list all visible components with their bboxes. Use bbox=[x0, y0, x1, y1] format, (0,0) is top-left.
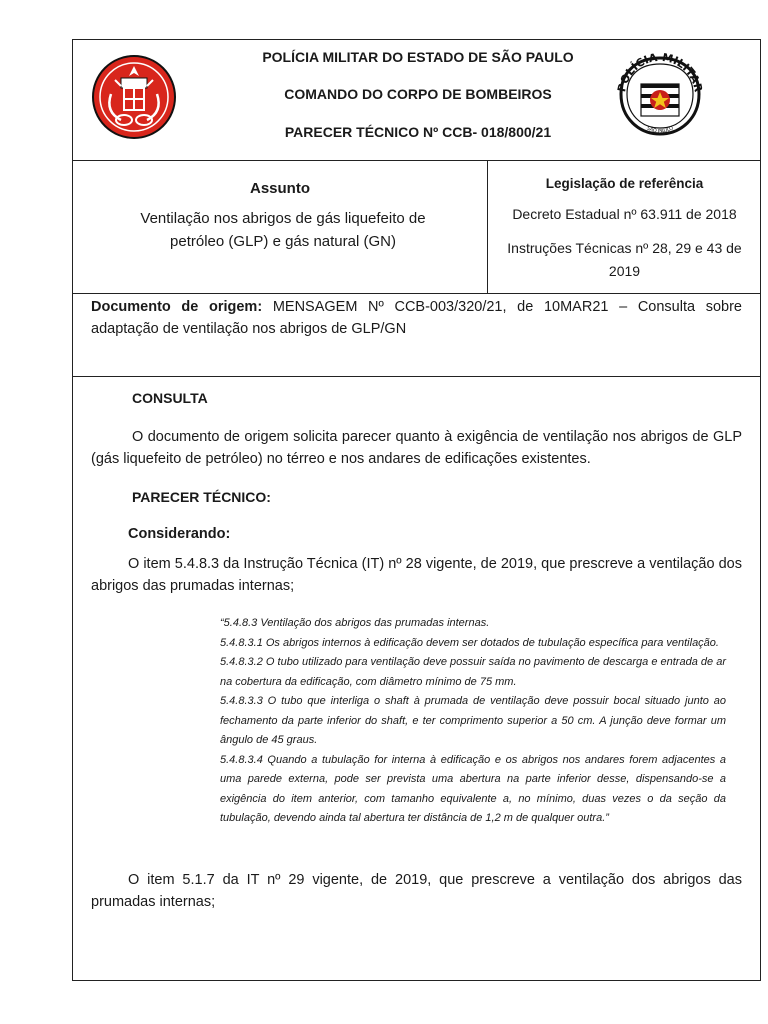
divider bbox=[73, 376, 760, 377]
consulta-paragraph: O documento de origem solicita parecer quanto à exigência de ventilação nos abrigos de GLP (gás liquefeito de petróleo) no térreo e nos andares de edificações existentes. bbox=[91, 429, 742, 467]
document-page bbox=[72, 39, 761, 981]
assunto-title: Assunto bbox=[250, 180, 310, 197]
legislacao-title: Legislação de referência bbox=[545, 176, 704, 191]
fire-dept-badge bbox=[91, 54, 177, 140]
documento-origem bbox=[91, 296, 742, 340]
seal-subtext: SÃO PAULO bbox=[645, 125, 675, 135]
consulta-heading: CONSULTA bbox=[132, 390, 208, 406]
legislacao-decreto: Decreto Estadual nº 63.911 de 2018 bbox=[512, 206, 737, 222]
origem-text: MENSAGEM Nº CCB-003/320/21, de 10MAR21 – Consulta sobre adaptação de ventilação nos abrigos de GLP/GN bbox=[91, 299, 742, 337]
header-subtitle: COMANDO DO CORPO DE BOMBEIROS bbox=[284, 86, 552, 102]
quote-line: 5.4.8.3.3 O tubo que interliga o shaft à prumada de ventilação deve possuir bocal situado junto ao fechamento da parte inferior do shaft, e ter comprimento superior a 50 cm. A junção deve formar um ângulo de 45 graus. bbox=[220, 695, 726, 746]
military-police-seal bbox=[611, 50, 709, 140]
divider bbox=[73, 160, 760, 161]
header-title: POLÍCIA MILITAR DO ESTADO DE SÃO PAULO bbox=[262, 49, 574, 65]
seal-text: POLÍCIA MILITAR bbox=[615, 50, 705, 94]
quote-line: 5.4.8.3.4 Quando a tubulação for interna à edificação e os abrigos nos andares forem adjacentes a uma parede externa, pode ser prevista uma abertura na parte inferior desse, dispensando-se a exigência do item anterior, com tamanho equivalente a, no mínimo, duas vezes o da seção da tubulação, devendo ainda tal abertura ter distância de 1,2 m de qualquer outra.” bbox=[220, 753, 726, 824]
divider bbox=[73, 293, 760, 294]
legislacao-instrucoes: Instruções Técnicas nº 28, 29 e 43 de 2019 bbox=[507, 240, 742, 279]
considerando-item-1: O item 5.4.8.3 da Instrução Técnica (IT) nº 28 vigente, de 2019, que prescreve a ventilação dos abrigos das prumadas internas; bbox=[91, 556, 742, 594]
quote-block bbox=[220, 614, 726, 829]
quote-line: “5.4.8.3 Ventilação dos abrigos das prumadas internas. bbox=[220, 617, 490, 629]
assunto-text: Ventilação nos abrigos de gás liquefeito de petróleo (GLP) e gás natural (GN) bbox=[140, 210, 426, 250]
considerando-label: Considerando: bbox=[128, 526, 231, 542]
parecer-heading: PARECER TÉCNICO: bbox=[132, 489, 271, 505]
parecer-number: PARECER TÉCNICO Nº CCB- 018/800/21 bbox=[284, 124, 552, 140]
origem-label: Documento de origem: bbox=[91, 299, 263, 315]
quote-line: 5.4.8.3.2 O tubo utilizado para ventilação deve possuir saída no pavimento de descarga e entrada de ar na cobertura da edificação, com diâmetro mínimo de 75 mm. bbox=[220, 656, 726, 688]
quote-line: 5.4.8.3.1 Os abrigos internos à edificação devem ser dotados de tubulação específica para ventilação. bbox=[220, 636, 719, 649]
considerando-item-2: O item 5.1.7 da IT nº 29 vigente, de 2019, que prescreve a ventilação dos abrigos das prumadas internas; bbox=[91, 872, 742, 910]
